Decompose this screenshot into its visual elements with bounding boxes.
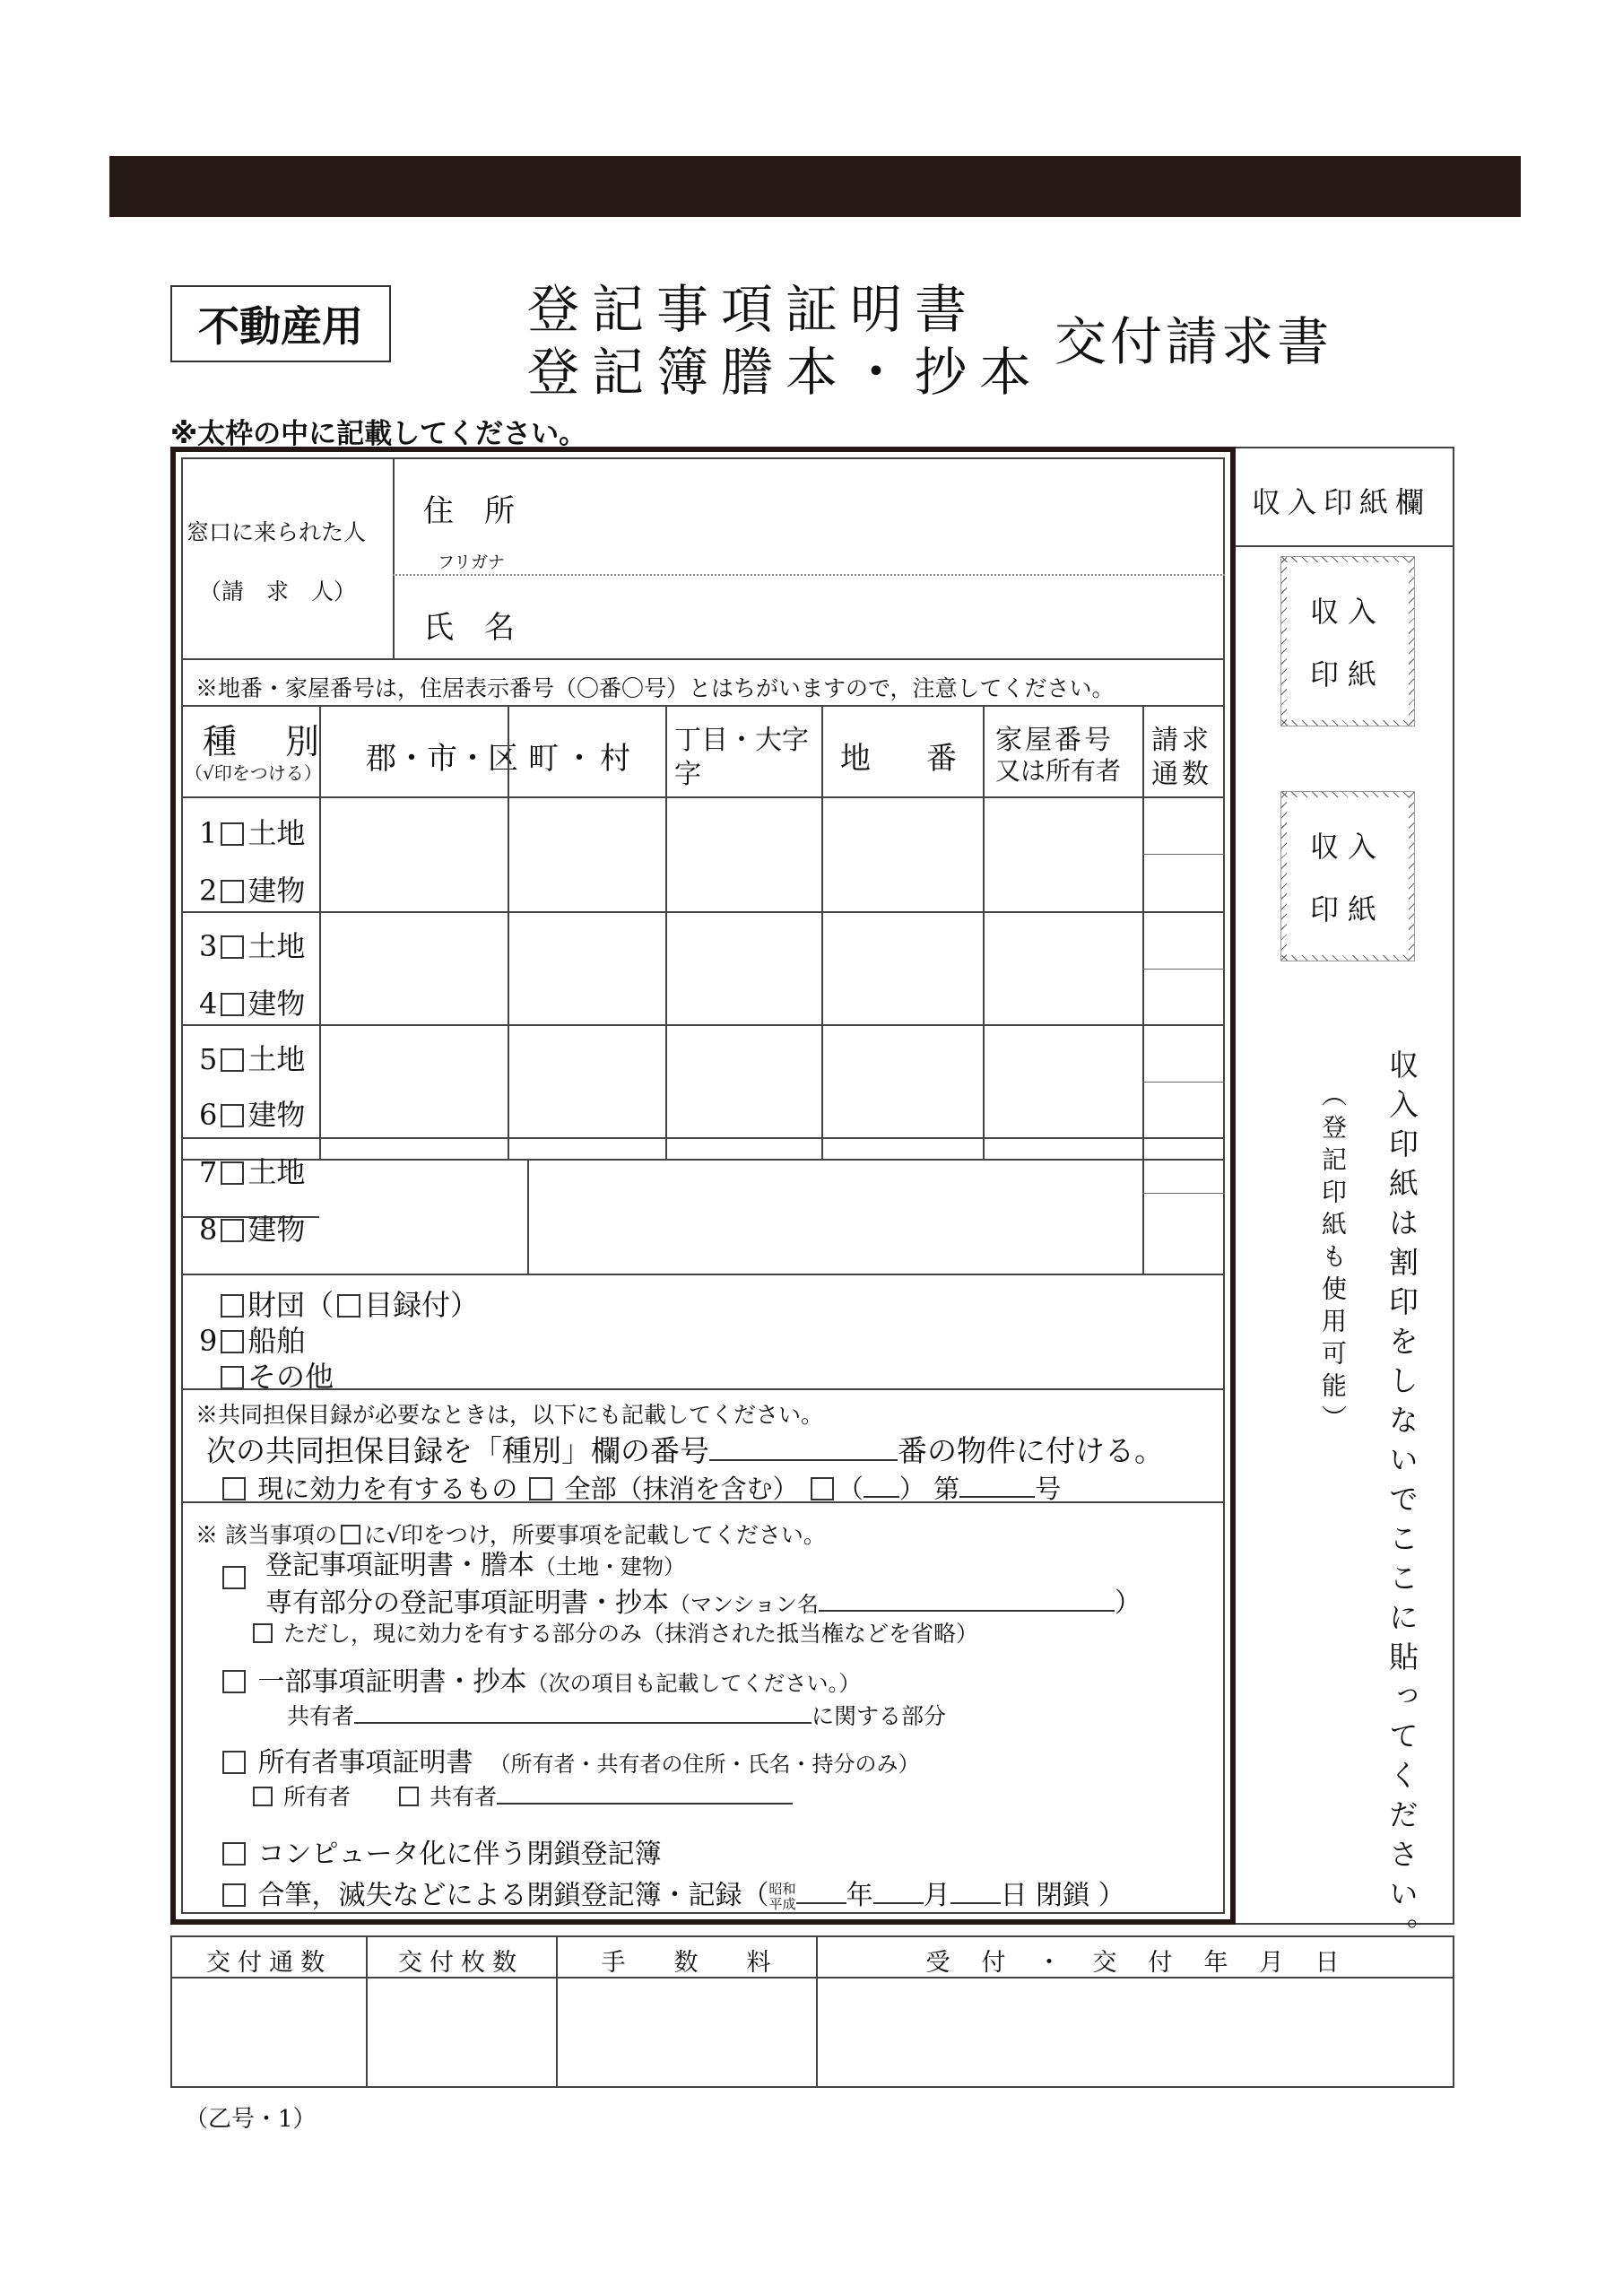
mansion-name-field[interactable] <box>819 1583 1115 1612</box>
category-badge: 不動産用 <box>170 285 391 362</box>
item1-checkbox[interactable] <box>222 1566 246 1589</box>
item1-option-checkbox[interactable] <box>253 1623 273 1643</box>
house-header: 家屋番号 <box>995 725 1114 756</box>
copies-header: 請求 <box>1151 725 1212 756</box>
item3-options[interactable]: 所有者 共有者 <box>249 1779 793 1812</box>
applicant-sub-label: （請 求 人） <box>199 578 357 604</box>
closed-month-field[interactable] <box>873 1875 924 1904</box>
top-bar <box>109 156 1521 217</box>
collateral-options[interactable]: 現に効力を有するもの 全部（抹消を含む） （ ） 第 号 <box>219 1469 1061 1506</box>
item3[interactable]: 所有者事項証明書 （所有者・共有者の住所・氏名・持分のみ） <box>219 1740 920 1779</box>
foundation-checkbox[interactable] <box>221 1294 244 1318</box>
county-header: 郡・市・区 <box>366 741 518 777</box>
item2-coowner[interactable]: 共有者 に関する部分 <box>287 1699 946 1731</box>
revenue-stamp-slot-1[interactable]: 収入 印紙 <box>1280 556 1415 726</box>
type-header: 種 別 <box>203 722 327 761</box>
row-8-checkbox[interactable] <box>221 1219 244 1242</box>
row-6-checkbox[interactable] <box>221 1104 244 1127</box>
collateral-line[interactable]: 次の共同担保目録を「種別」欄の番号 番の物件に付ける。 <box>206 1428 1164 1470</box>
item1-line1: 登記事項証明書・謄本（土地・建物） <box>265 1550 685 1581</box>
row-4-checkbox[interactable] <box>221 993 244 1016</box>
lot-number-note: ※地番・家屋番号は，住居表示番号（〇番〇号）とはちがいますので，注意してください。 <box>195 675 1115 701</box>
collateral-type-field[interactable] <box>864 1470 899 1498</box>
item1-option[interactable]: ただし，現に効力を有する部分のみ（抹消された抵当権などを省略） <box>249 1616 978 1648</box>
bold-frame-instruction: ※太枠の中に記載してください。 <box>170 418 587 450</box>
row-8[interactable]: 8 建物 <box>199 1213 306 1247</box>
revenue-stamp-slot-2[interactable]: 収入 印紙 <box>1280 791 1415 961</box>
row-9-ship[interactable]: 9 船舶 <box>199 1324 306 1358</box>
item4-checkbox[interactable] <box>222 1842 246 1866</box>
row-3[interactable]: 3 土地 <box>199 929 306 963</box>
house-header-2: 又は所有者 <box>995 756 1122 786</box>
row-6[interactable]: 6 建物 <box>199 1098 306 1132</box>
other-checkbox[interactable] <box>221 1366 244 1389</box>
office-use-table <box>170 1935 1454 2088</box>
name-label: 氏 名 <box>423 610 515 646</box>
row-5[interactable]: 5 土地 <box>199 1042 306 1076</box>
closed-year-field[interactable] <box>796 1875 846 1904</box>
collateral-note: ※共同担保目録が必要なときは，以下にも記載してください。 <box>195 1402 824 1428</box>
item5[interactable]: 合筆，滅失などによる閉鎖登記簿・記録（昭和 平成 年 月 日 閉鎖 ） <box>219 1873 1125 1912</box>
row-5-checkbox[interactable] <box>221 1048 244 1072</box>
item3-coowner-field[interactable] <box>497 1780 793 1805</box>
note-checkbox-icon <box>341 1525 360 1544</box>
coowner-field[interactable] <box>354 1700 812 1724</box>
town-header: 町・村 <box>528 741 636 777</box>
furigana-label: フリガナ <box>438 552 506 572</box>
copies-header-2: 通数 <box>1151 759 1212 790</box>
title-line-1: 登記事項証明書 <box>527 279 980 340</box>
chome-header-2: 字 <box>674 759 701 790</box>
type-header-sub: （√印をつける） <box>185 762 322 784</box>
inventory-checkbox[interactable] <box>337 1294 360 1318</box>
applicant-label: 窓口に来られた人 <box>187 519 367 545</box>
item3-checkbox[interactable] <box>222 1751 246 1774</box>
title-line-2: 登記簿謄本・抄本 <box>527 342 1045 403</box>
row-1-checkbox[interactable] <box>221 822 244 846</box>
number-checkbox[interactable] <box>811 1477 834 1500</box>
ship-checkbox[interactable] <box>221 1330 244 1353</box>
row-2-checkbox[interactable] <box>221 880 244 903</box>
row-1[interactable]: 1 土地 <box>199 816 306 850</box>
form-inner-frame <box>181 457 1225 1914</box>
collateral-number-field[interactable] <box>709 1430 898 1461</box>
item5-checkbox[interactable] <box>222 1883 246 1907</box>
item2[interactable]: 一部事項証明書・抄本（次の項目も記載してください。） <box>219 1659 861 1699</box>
item1-checkbox-wrap[interactable] <box>219 1562 249 1594</box>
title-suffix: 交付請求書 <box>1055 311 1333 372</box>
item4[interactable]: コンピュータ化に伴う閉鎖登記簿 <box>219 1831 662 1871</box>
stamp-instruction: 収入印紙は割印をしないでここに貼ってください。 <box>1384 1049 1419 1957</box>
row-2[interactable]: 2 建物 <box>199 874 306 908</box>
issue-count-header: 交付通数 <box>206 1949 332 1977</box>
owner-checkbox[interactable] <box>253 1787 273 1806</box>
row-3-checkbox[interactable] <box>221 935 244 959</box>
lot-header: 地 番 <box>840 741 969 777</box>
item1-line2[interactable]: 専有部分の登記事項証明書・抄本（マンション名 ） <box>265 1580 1141 1620</box>
row-9-foundation[interactable]: 財団（ 目録付） <box>217 1283 479 1324</box>
closed-day-field[interactable] <box>950 1875 1001 1904</box>
address-field[interactable] <box>398 468 1205 549</box>
collateral-id-field[interactable] <box>959 1470 1035 1498</box>
row-7-checkbox[interactable] <box>221 1161 244 1185</box>
name-field[interactable] <box>398 585 1205 655</box>
stamp-header-divider <box>1236 545 1454 547</box>
stamp-column-header: 収入印紙欄 <box>1252 485 1432 519</box>
sheet-count-header: 交付枚数 <box>398 1949 524 1977</box>
chome-header: 丁目・大字 <box>674 725 809 756</box>
all-checkbox[interactable] <box>529 1477 552 1500</box>
row-7[interactable]: 7 土地 <box>199 1155 306 1189</box>
address-label: 住 所 <box>423 493 515 529</box>
request-note: ※ 該当事項の に√印をつけ，所要事項を記載してください。 <box>195 1522 826 1548</box>
item2-checkbox[interactable] <box>222 1670 246 1693</box>
form-code: （乙号・1） <box>185 2106 317 2133</box>
row-4[interactable]: 4 建物 <box>199 987 306 1021</box>
current-effect-checkbox[interactable] <box>222 1477 246 1500</box>
stamp-instruction-sub: （登記印紙も使用可能） <box>1318 1082 1348 1437</box>
date-header: 受 付 ・ 交 付 年 月 日 <box>925 1949 1343 1977</box>
row-9-other[interactable]: その他 <box>217 1354 334 1396</box>
coowner-checkbox[interactable] <box>399 1787 419 1806</box>
fee-header: 手 数 料 <box>601 1949 771 1977</box>
